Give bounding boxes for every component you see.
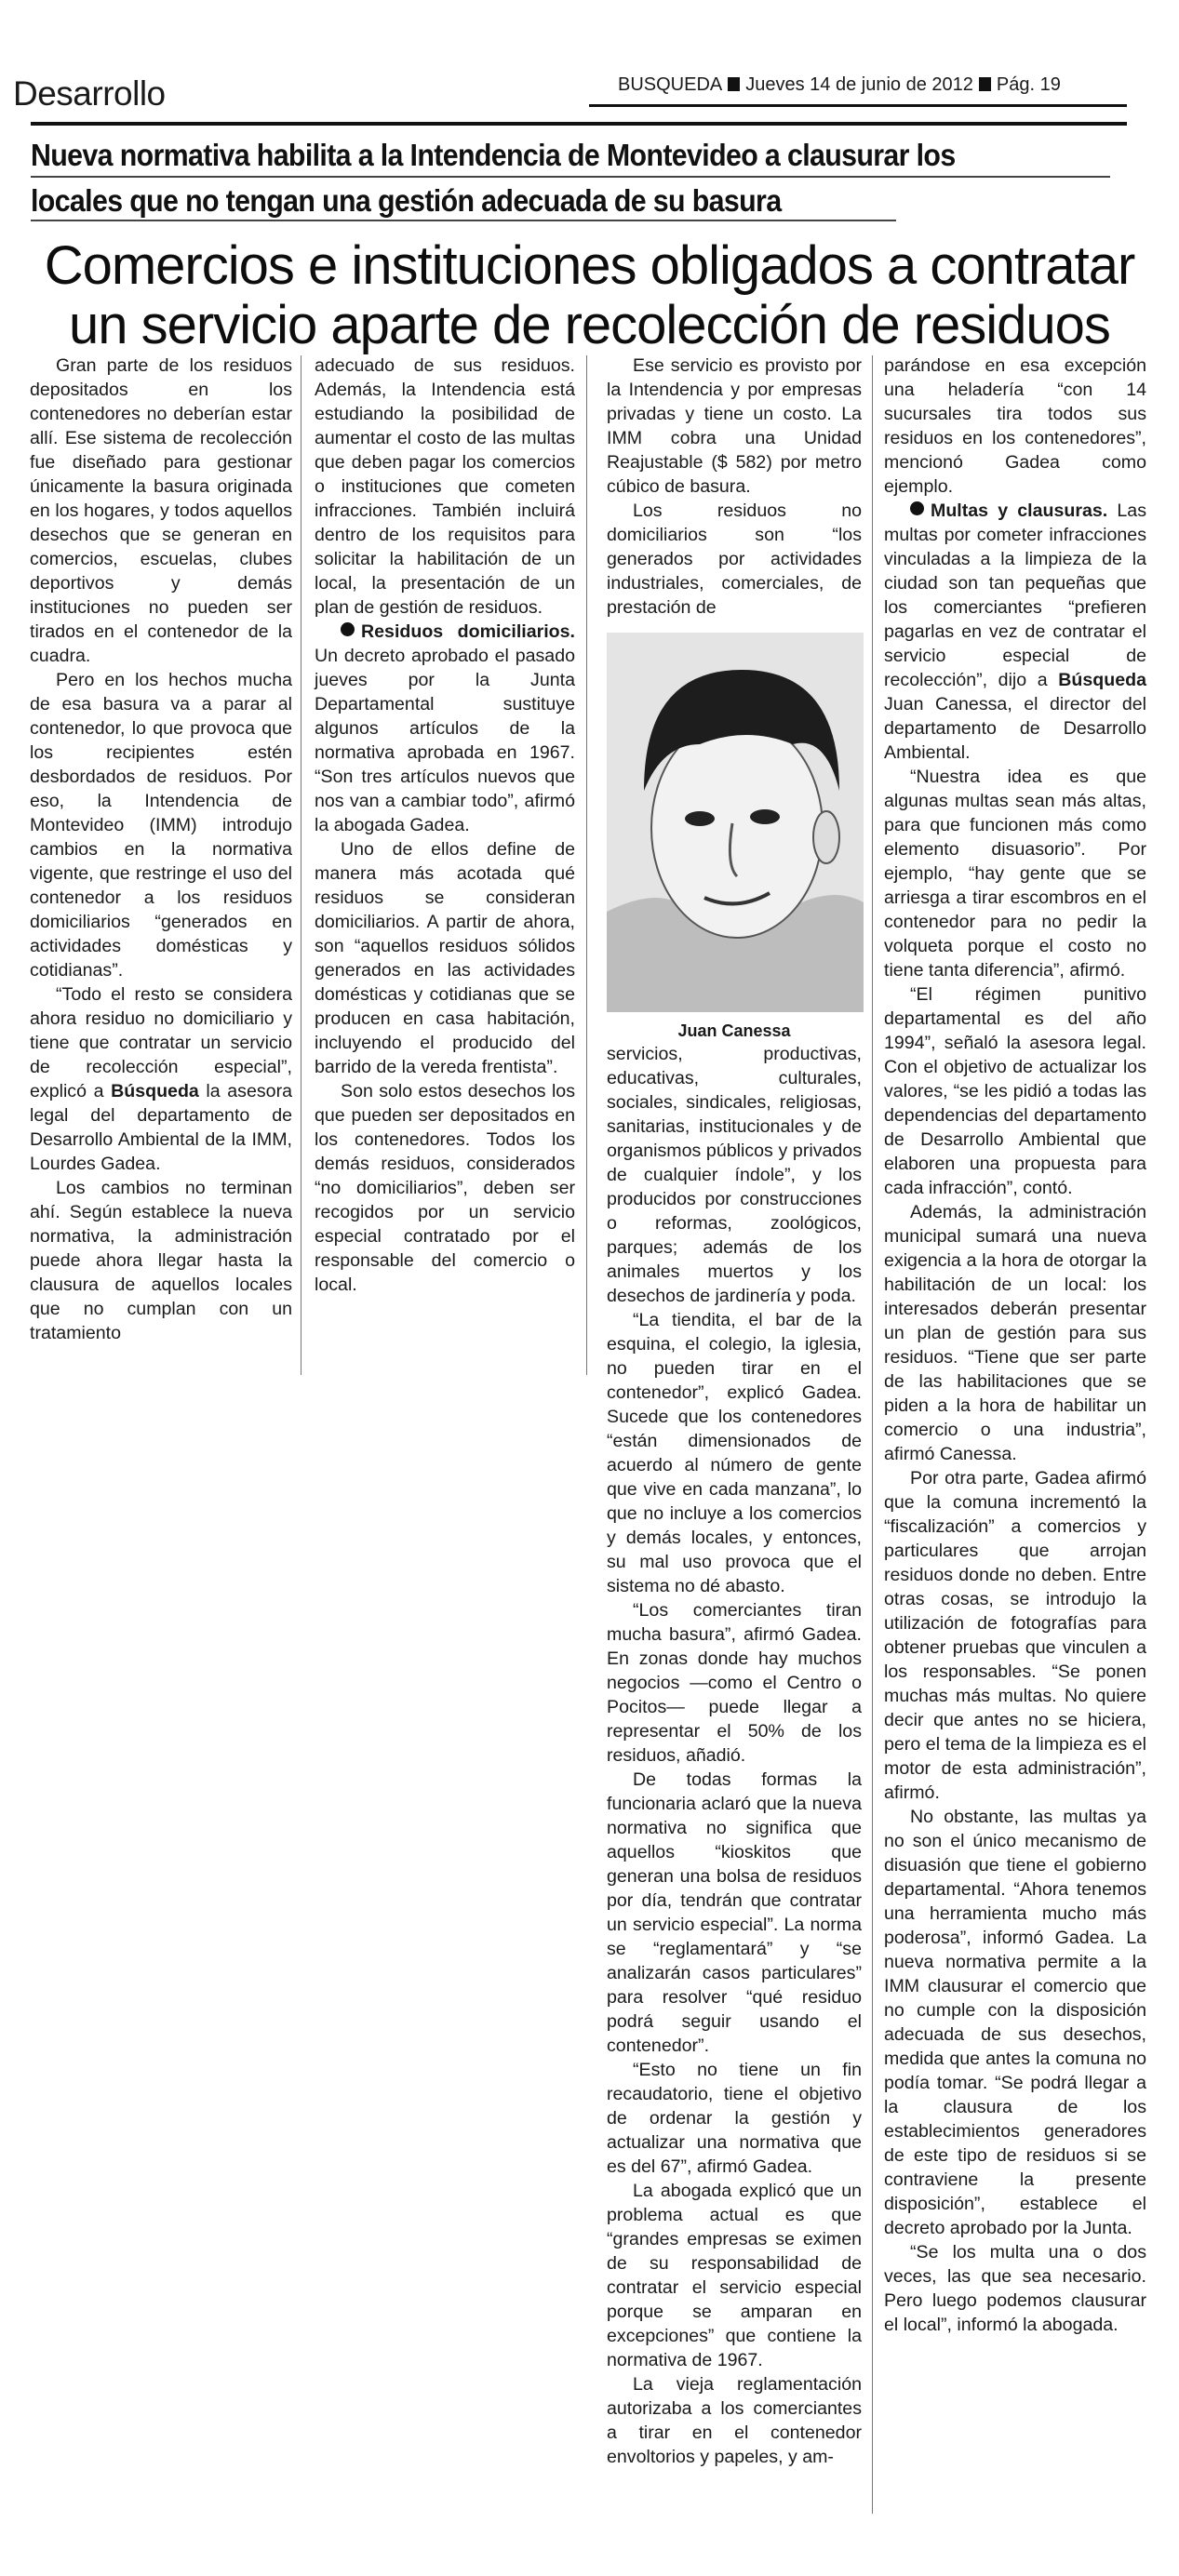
article-column-1 xyxy=(30,354,292,1345)
subheadline-line-1: Nueva normativa habilita a la Intendencia de Montevideo a clausurar los xyxy=(31,138,956,172)
paragraph: Por otra parte, Gadea afirmó que la comuna incrementó la “fiscalización” a comercios y particulares que arrojan residuos donde no deben. Entre otras cosas, se introdujo la utilización de fotografías para obtener pruebas que vinculen a los responsables. “Se ponen muchas más multas. No quiere decir que antes no se hiciera, pero el tema de la limpieza es el motor de esta administración”, afirmó. xyxy=(884,1468,1146,1803)
section-subhead: Residuos domiciliarios. xyxy=(361,621,575,642)
dateline xyxy=(618,74,1061,96)
paragraph: Ese servicio es provisto por la Intendencia y por empresas privadas y tiene un costo. La IMM cobra una Unidad Reajustable ($ 582) por metro cúbico de basura. xyxy=(607,355,862,497)
section-subhead: Multas y clausuras. xyxy=(931,501,1108,521)
bullet-icon xyxy=(910,501,924,515)
paragraph: parándose en esa excepción una heladería “con 14 sucursales tira todos sus residuos en los contenedores”, mencionó Gadea como ejemplo. xyxy=(884,355,1146,497)
publication-mention: Búsqueda xyxy=(111,1081,199,1101)
square-separator-icon xyxy=(728,77,740,91)
divider xyxy=(31,176,1110,178)
headline-line-1: Comercios e instituciones obligados a contratar xyxy=(44,235,1135,296)
publication-date: Jueves 14 de junio de 2012 xyxy=(745,74,973,95)
paragraph: No obstante, las multas ya no son el único mecanismo de disuasión que tiene el gobierno departamental. “Ahora tenemos una herramienta mucho más poderosa”, informó Gadea. La nueva normativa permite a la IMM clausurar el comercio que no cumple con la disposición adecuada de sus desechos, medida que antes la comuna no podía tomar. “Se podrá llegar a la clausura de los establecimientos generadores de este tipo de residuos si se contraviene la presente disposición”, establece el decreto aprobado por la Junta. xyxy=(884,1807,1146,2238)
headline-line-2: un servicio aparte de recolección de residuos xyxy=(69,295,1110,355)
bullet-icon xyxy=(341,622,355,636)
paragraph: adecuado de sus residuos. Además, la Intendencia está estudiando la posibilidad de aumentar el costo de las multas que deben pagar los comercios o instituciones que cometen infracciones. También incluirá dentro de los requisitos para solicitar la habilitación de un local, la presentación de un plan de gestión de residuos. xyxy=(315,355,575,618)
paragraph: Los residuos no domiciliarios son “los generados por actividades industriales, comerciales, de prestación de xyxy=(607,501,862,618)
paragraph: “La tiendita, el bar de la esquina, el colegio, la iglesia, no pueden tirar en el contenedor”, explicó Gadea. Sucede que los contenedores “están dimensionados de acuerdo al número de gente que vive en cada manzana”, lo que no incluye a los comercios y demás locales, y entonces, su mal uso provoca que el sistema no dé abasto. xyxy=(607,1310,862,1596)
publication-mention: Búsqueda xyxy=(1058,670,1146,690)
paragraph: “Nuestra idea es que algunas multas sean más altas, para que funcionen más como elemento disuasorio”. Por ejemplo, “hay gente que se arriesga a tirar escombros en el contenedor para no pedir la volqueta porque el costo no tiene tanta diferencia”, afirmó. xyxy=(884,767,1146,981)
column-divider xyxy=(872,355,873,2514)
portrait-icon xyxy=(607,633,864,1012)
subheadline-line-2: locales que no tengan una gestión adecuada de su basura xyxy=(31,183,782,218)
paragraph: Gran parte de los residuos depositados en los contenedores no deberían estar allí. Ese sistema de recolección fue diseñado para gestionar únicamente la basura originada en los hogares, y todos aquellos desechos que se generan en comercios, escuelas, clubes deportivos y demás instituciones no pueden ser tirados en el contenedor de la cuadra. xyxy=(30,355,292,666)
portrait-photo xyxy=(607,633,864,1012)
column-divider xyxy=(586,355,587,1375)
photo-caption: Juan Canessa xyxy=(677,1021,791,1040)
divider xyxy=(31,220,896,221)
publication-name: BUSQUEDA xyxy=(618,74,723,95)
paragraph: La abogada explicó que un problema actual es que “grandes empresas se eximen de su responsabilidad de contratar el servicio especial porque se amparan en excepciones” que contiene la normativa de 1967. xyxy=(607,2181,862,2370)
divider xyxy=(589,104,1127,107)
paragraph: servicios, productivas, educativas, culturales, sociales, sindicales, religiosas, sanitarias, institucionales y de organismos públicos y privados de cualquier índole”, y los producidos por construcciones o reformas, zoológicos, parques; además de los animales muertos y los desechos de jardinería y poda. xyxy=(607,1044,862,1306)
paragraph: “Todo el resto se considera ahora residuo no domiciliario y tiene que contratar un servicio de recolección especial”, explicó a Búsqueda la asesora legal del departamento de Desarrollo Ambiental de la IMM, Lourdes Gadea. xyxy=(30,984,292,1174)
paragraph: La vieja reglamentación autorizaba a los comerciantes a tirar en el contenedor envoltorios y papeles, y am- xyxy=(607,2374,862,2467)
paragraph: Multas y clausuras. Las multas por cometer infracciones vinculadas a la limpieza de la ciudad son tan pequeñas que los comerciantes “prefieren pagarlas en vez de contratar el servicio especial de recolección”, dijo a Búsqueda Juan Canessa, el director del departamento de Desarrollo Ambiental. xyxy=(884,501,1146,763)
paragraph: Pero en los hechos mucha de esa basura va a parar al contenedor, lo que provoca que los recipientes estén desbordados de residuos. Por eso, la Intendencia de Montevideo (IMM) introdujo cambios en la normativa vigente, que restringe el uso del contenedor a los residuos domiciliarios “generados en actividades domésticas y cotidianas”. xyxy=(30,670,292,981)
paragraph: “Se los multa una o dos veces, las que sea necesario. Pero luego podemos clausurar el local”, informó la abogada. xyxy=(884,2242,1146,2335)
article-column-2 xyxy=(315,354,575,1297)
square-separator-icon xyxy=(979,77,991,91)
article-column-4 xyxy=(884,354,1146,2337)
paragraph: De todas formas la funcionaria aclaró que la nueva normativa no significa que aquellos “kioskitos que generan una bolsa de residuos por día, tendrán que contratar un servicio especial”. La norma se “reglamentará” y “se analizarán casos particulares” para resolver “qué residuo podrá seguir usando el contenedor”. xyxy=(607,1769,862,2056)
paragraph: Residuos domiciliarios. Un decreto aprobado el pasado jueves por la Junta Departamental sustituye algunos artículos de la normativa aprobada en 1967. “Son tres artículos nuevos que nos van a cambiar todo”, afirmó la abogada Gadea. xyxy=(315,621,575,835)
paragraph: Uno de ellos define de manera más acotada qué residuos se consideran domiciliarios. A partir de ahora, son “aquellos residuos sólidos generados en las actividades domésticas y cotidianas que se producen en casa habitación, incluyendo el producido del barrido de la vereda frentista”. xyxy=(315,839,575,1077)
article-column-3 xyxy=(607,354,862,2469)
paragraph: Además, la administración municipal sumará una nueva exigencia a la hora de otorgar la habilitación de un local: los interesados deberán presentar un plan de gestión para sus residuos. “Tiene que ser parte de las habilitaciones que se piden a la hora de habilitar un comercio o una industria”, afirmó Canessa. xyxy=(884,1202,1146,1464)
paragraph: Son solo estos desechos los que pueden ser depositados en los contenedores. Todos los demás residuos, considerados “no domiciliarios”, deben ser recogidos por un servicio especial contratado por el responsable del comercio o local. xyxy=(315,1081,575,1295)
paragraph: Los cambios no terminan ahí. Según establece la nueva normativa, la administración puede ahora llegar hasta la clausura de aquellos locales que no cumplan con un tratamiento xyxy=(30,1178,292,1343)
paragraph: “Los comerciantes tiran mucha basura”, afirmó Gadea. En zonas donde hay muchos negocios —como el Centro o Pocitos— puede llegar a representar el 50% de los residuos, añadió. xyxy=(607,1600,862,1766)
paragraph: “Esto no tiene un fin recaudatorio, tiene el objetivo de ordenar la gestión y actualizar una normativa que es del 67”, afirmó Gadea. xyxy=(607,2060,862,2177)
section-label: Desarrollo xyxy=(13,74,166,113)
paragraph: “El régimen punitivo departamental es del año 1994”, señaló la asesora legal. Con el objetivo de actualizar los valores, “se les pidió a todas las dependencias del departamento de Desarrollo Ambiental que elaboren una propuesta para cada infracción”, contó. xyxy=(884,984,1146,1198)
divider xyxy=(31,122,1127,126)
page-number: Pág. 19 xyxy=(996,74,1061,95)
